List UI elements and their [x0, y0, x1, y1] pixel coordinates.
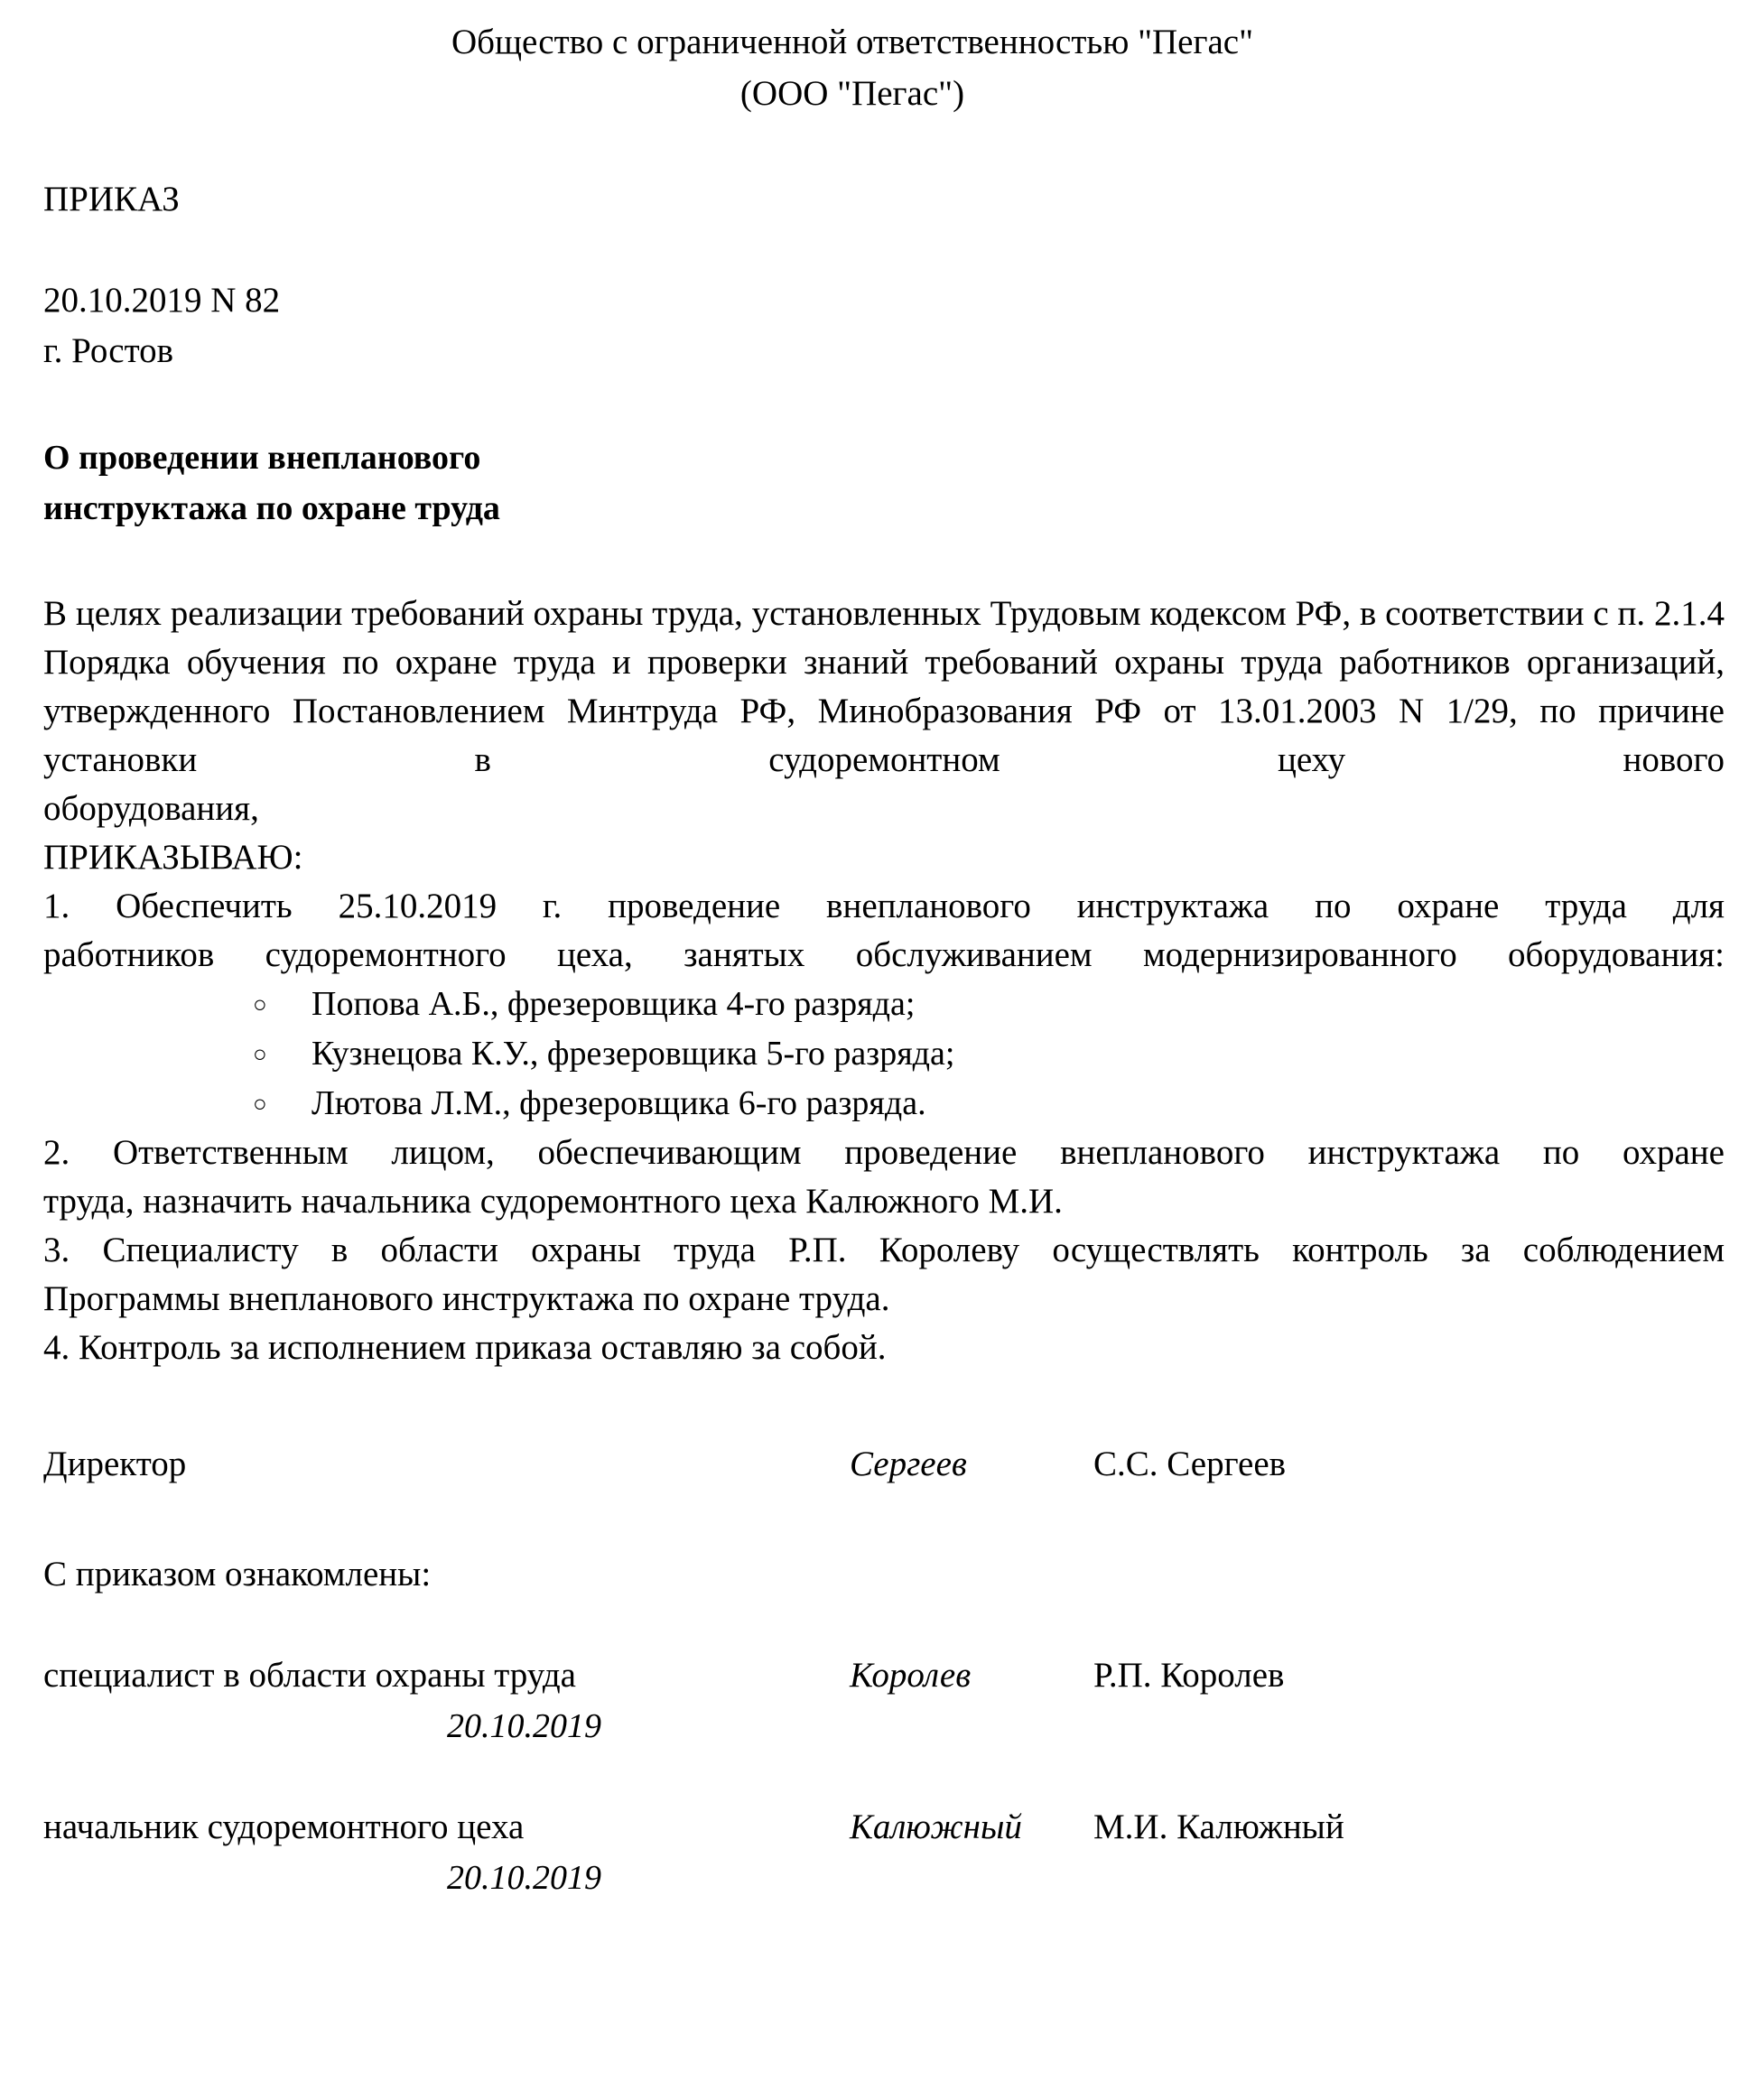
preamble-text: В целях реализации требований охраны труда, установленных Трудовым кодексом РФ, в соответствии с п. 2.1.4 Порядка обучения по охране труда и проверки знаний требований охраны труда работников организаций, утвержденного Постановлением Минтруда РФ, Минобразования РФ от 13.01.2003 N 1/29, по причине установки в судоремонтном цеху нового: [43, 594, 1725, 779]
acknowledgement-entry-0: [43, 1650, 1725, 1752]
clause-1-text: 1. Обеспечить 25.10.2019 г. проведение внепланового инструктажа по охране труда для: [43, 887, 1725, 925]
clause-2-text: 2. Ответственным лицом, обеспечивающим проведение внепланового инструктажа по охране: [43, 1133, 1725, 1172]
clause-2-tail: труда, назначить начальника судоремонтного цеха Калюжного М.И.: [43, 1182, 1063, 1221]
list-item: [43, 980, 1725, 1029]
employee-name-1: Кузнецова К.У., фрезеровщика 5-го разряда;: [312, 1035, 955, 1073]
subject-line-2: инструктажа по охране труда: [43, 489, 500, 527]
organization-short-name: (ООО "Пегас"): [739, 74, 965, 113]
ack-role-1: начальник судоремонтного цеха: [43, 1807, 525, 1846]
clause-1-tail: работников судоремонтного цеха, занятых обслуживанием модернизированного оборудования:: [43, 935, 1725, 974]
ack-name-0: Р.П. Королев: [1093, 1656, 1285, 1695]
organization-header: [43, 0, 1725, 119]
ack-autograph-1: Калюжный: [850, 1807, 1022, 1846]
director-signature-block: [43, 1439, 1725, 1490]
employee-name-0: Попова А.Б., фрезеровщика 4-го разряда;: [312, 985, 916, 1023]
ack-name-1: М.И. Калюжный: [1093, 1807, 1344, 1846]
ack-role-0: специалист в области охраны труда: [43, 1656, 576, 1695]
signature-row: [43, 1802, 1725, 1853]
circle-bullet-icon: ○: [253, 1091, 267, 1117]
clause-3-tail: Программы внепланового инструктажа по охране труда.: [43, 1279, 890, 1318]
acknowledgement-heading: С приказом ознакомлены:: [43, 1555, 432, 1594]
employee-list: [43, 980, 1725, 1129]
circle-bullet-icon: ○: [253, 991, 267, 1017]
ack-date-1: 20.10.2019: [447, 1859, 601, 1897]
list-item: [43, 1079, 1725, 1129]
list-item: [43, 1029, 1725, 1079]
clause-3-text: 3. Специалисту в области охраны труда Р.П. Королеву осуществлять контроль за соблюдением: [43, 1231, 1725, 1269]
document-subject: [43, 432, 1725, 534]
director-name: С.С. Сергеев: [1093, 1445, 1287, 1483]
preamble-tail: оборудования,: [43, 789, 259, 828]
document-kind-label: ПРИКАЗ: [43, 180, 180, 218]
signature-row: [43, 1439, 1725, 1490]
ack-date-0: 20.10.2019: [447, 1707, 601, 1745]
employee-name-2: Лютова Л.М., фрезеровщика 6-го разряда.: [312, 1084, 926, 1122]
order-keyword: ПРИКАЗЫВАЮ:: [43, 838, 303, 877]
document-body: [43, 590, 1725, 1372]
acknowledgement-entry-1: [43, 1802, 1725, 1903]
director-role: Директор: [43, 1445, 187, 1483]
document-meta: [43, 275, 1725, 376]
signature-row: [43, 1650, 1725, 1701]
clause-4-text: 4. Контроль за исполнением приказа оставляю за собой.: [43, 1328, 887, 1367]
organization-full-name: Общество с ограниченной ответственностью "Пегас": [451, 23, 1254, 61]
document-city: г. Ростов: [43, 331, 174, 370]
circle-bullet-icon: ○: [253, 1041, 267, 1067]
director-autograph: Сергеев: [850, 1445, 967, 1483]
ack-autograph-0: Королев: [850, 1656, 972, 1695]
subject-line-1: О проведении внепланового: [43, 439, 481, 477]
document-date-number: 20.10.2019 N 82: [43, 281, 281, 320]
